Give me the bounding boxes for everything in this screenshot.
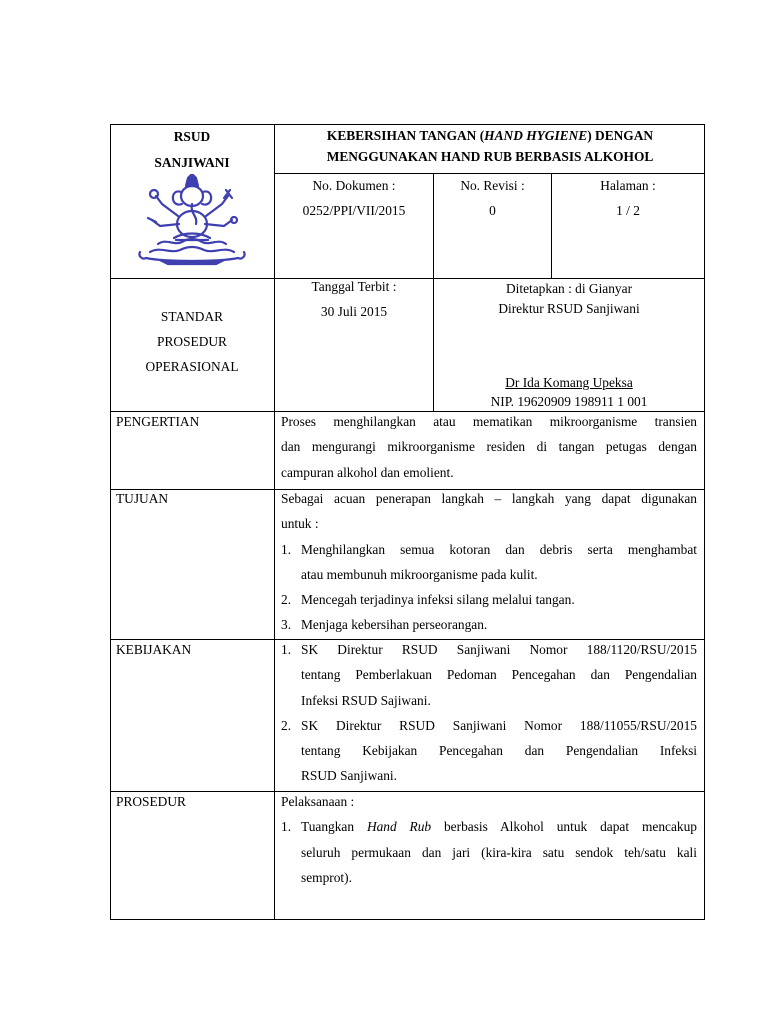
ganesha-emblem-icon bbox=[136, 174, 248, 266]
issue-date-cell bbox=[275, 274, 433, 324]
title-line-2: MENGGUNAKAN HAND RUB BERBASIS ALKOHOL bbox=[326, 149, 654, 164]
list-item-line-2: tentang Kebijakan Pencegahan dan Pengendalian Infeksi bbox=[301, 743, 697, 759]
pengertian-line-2: dan mengurangi mikroorganisme residen di tangan petugas dengan bbox=[281, 439, 697, 455]
list-item bbox=[275, 587, 697, 612]
sop-line-1: STANDAR bbox=[160, 309, 224, 324]
org-name bbox=[110, 124, 274, 175]
doc-number-cell bbox=[275, 173, 433, 223]
list-item bbox=[275, 637, 697, 713]
list-number: 2. bbox=[281, 717, 292, 733]
tujuan-list bbox=[275, 537, 697, 638]
sop-label bbox=[110, 304, 274, 379]
sop-line-2: PROSEDUR bbox=[157, 334, 227, 349]
prosedur-intro: Pelaksanaan : bbox=[281, 794, 355, 809]
kebijakan-label: KEBIJAKAN bbox=[116, 642, 192, 657]
kebijakan-text bbox=[275, 637, 697, 789]
prosedur-italic: Hand Rub bbox=[366, 819, 432, 835]
list-item-line-3: Infeksi RSUD Sajiwani. bbox=[301, 692, 431, 708]
list-item bbox=[275, 537, 697, 588]
director-title: Direktur RSUD Sanjiwani bbox=[498, 301, 640, 316]
list-item-line-3: RSUD Sanjiwani. bbox=[301, 768, 397, 784]
list-number: 1. bbox=[281, 541, 292, 557]
list-item-line-1 bbox=[301, 814, 697, 839]
prosedur-part-1: Tuangkan bbox=[301, 819, 367, 835]
org-line-2: SANJIWANI bbox=[154, 155, 230, 170]
prosedur-text bbox=[281, 789, 697, 890]
signature-block bbox=[434, 373, 704, 411]
sop-line-3: OPERASIONAL bbox=[145, 359, 239, 374]
list-item-line-1: Menghilangkan semua kotoran dan debris serta menghambat bbox=[301, 541, 697, 557]
list-item-line-1: Menjaga kebersihan perseorangan. bbox=[301, 617, 488, 633]
title-part-1: KEBERSIHAN TANGAN ( bbox=[326, 128, 485, 143]
signer-nip: NIP. 19620909 198911 1 001 bbox=[490, 394, 648, 409]
tujuan-label: TUJUAN bbox=[116, 491, 169, 506]
list-item-line-1: Mencegah terjadinya infeksi silang melalui tangan. bbox=[301, 592, 575, 608]
tujuan-intro-line-1: Sebagai acuan penerapan langkah – langkah yang dapat digunakan bbox=[281, 491, 697, 506]
title-italic: HAND HYGIENE bbox=[484, 128, 588, 143]
list-item-line-1: SK Direktur RSUD Sanjiwani Nomor 188/1120/RSU/2015 bbox=[301, 642, 697, 657]
pengertian-line-1: Proses menghilangkan atau mematikan mikroorganisme transien bbox=[281, 414, 697, 429]
list-number: 1. bbox=[281, 819, 292, 835]
tujuan-text bbox=[281, 486, 697, 638]
list-item-line-2: tentang Pemberlakuan Pedoman Pencegahan dan Pengendalian bbox=[301, 667, 697, 683]
page-value: 1 / 2 bbox=[616, 203, 640, 218]
tujuan-intro-line-2: untuk : bbox=[281, 516, 319, 532]
list-number: 2. bbox=[281, 592, 292, 608]
list-number: 3. bbox=[281, 617, 292, 633]
list-number: 1. bbox=[281, 642, 292, 657]
pengertian-text bbox=[281, 409, 697, 485]
revision-cell bbox=[434, 173, 551, 223]
kebijakan-list bbox=[275, 637, 697, 789]
org-line-1: RSUD bbox=[173, 129, 211, 144]
list-item bbox=[275, 612, 697, 637]
pengertian-line-3: campuran alkohol dan emolient. bbox=[281, 464, 454, 480]
revision-label: No. Revisi : bbox=[460, 178, 525, 193]
set-at: Ditetapkan : di Gianyar bbox=[505, 281, 633, 296]
issue-date-label: Tanggal Terbit : bbox=[311, 279, 397, 294]
list-item-line-3: semprot). bbox=[301, 869, 352, 885]
page-cell bbox=[552, 173, 704, 223]
title-part-2: ) DENGAN bbox=[587, 128, 654, 143]
document-title bbox=[275, 124, 705, 167]
approval-cell bbox=[434, 279, 704, 319]
list-item bbox=[275, 814, 697, 890]
sop-document bbox=[110, 124, 705, 920]
pengertian-label: PENGERTIAN bbox=[116, 414, 200, 429]
list-item-line-1: SK Direktur RSUD Sanjiwani Nomor 188/11055/RSU/2015 bbox=[301, 717, 697, 733]
prosedur-label: PROSEDUR bbox=[116, 794, 186, 809]
signer-name: Dr Ida Komang Upeksa bbox=[505, 375, 633, 390]
revision-value: 0 bbox=[489, 203, 496, 218]
prosedur-part-2: berbasis Alkohol untuk dapat mencakup bbox=[431, 819, 697, 835]
issue-date-value: 30 Juli 2015 bbox=[320, 304, 388, 319]
list-item-line-2: seluruh permukaan dan jari (kira-kira satu sendok teh/satu kali bbox=[301, 844, 697, 860]
list-item bbox=[275, 713, 697, 789]
list-item-line-2: atau membunuh mikroorganisme pada kulit. bbox=[301, 566, 538, 582]
page-label: Halaman : bbox=[600, 178, 656, 193]
doc-number-value: 0252/PPI/VII/2015 bbox=[302, 203, 406, 218]
prosedur-list bbox=[275, 814, 697, 890]
doc-number-label: No. Dokumen : bbox=[312, 178, 396, 193]
